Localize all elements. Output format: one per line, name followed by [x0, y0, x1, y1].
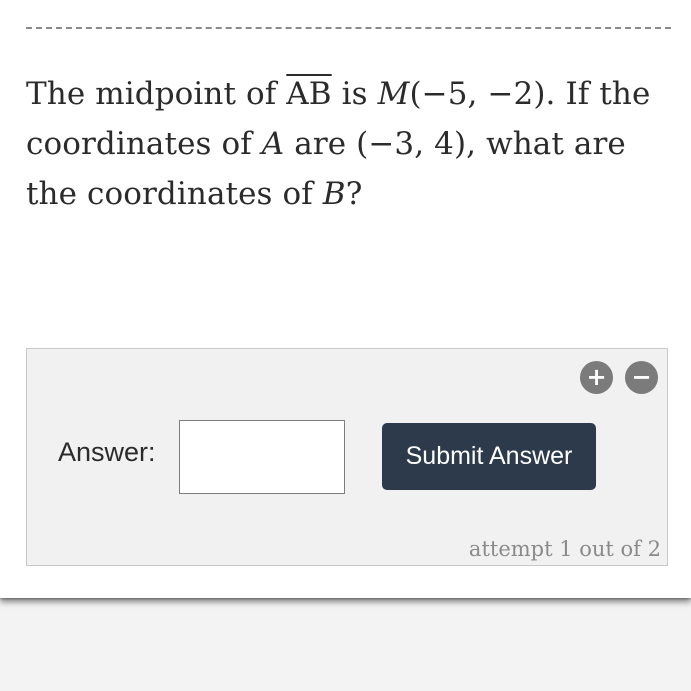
- plus-icon[interactable]: +: [580, 361, 613, 394]
- point-a: A: [261, 126, 285, 162]
- answer-label: Answer:: [58, 437, 156, 467]
- answer-input[interactable]: [179, 420, 345, 494]
- question-text-part: , what are the coordinates of: [26, 126, 626, 212]
- segment-ab: $\overline{AB}$: [286, 76, 332, 112]
- question-text-part: is: [331, 76, 378, 112]
- midpoint-coordinates: (−5, −2): [409, 76, 546, 112]
- attempt-counter: attempt 1 out of 2: [468, 537, 661, 561]
- question-text-part: are: [284, 126, 357, 162]
- question-text-part: . If the coordinates of: [26, 76, 651, 162]
- minus-icon[interactable]: −: [625, 361, 658, 394]
- point-b: B: [322, 176, 346, 212]
- submit-answer-button[interactable]: Submit Answer: [382, 423, 596, 490]
- dashed-divider: [26, 27, 671, 29]
- question-text-part: The midpoint of: [26, 76, 287, 112]
- midpoint-variable: M: [377, 76, 410, 112]
- point-a-coordinates: (−3, 4): [356, 126, 467, 162]
- question-text: [26, 69, 676, 219]
- question-text-part: ?: [345, 176, 363, 212]
- answer-panel: [26, 348, 668, 566]
